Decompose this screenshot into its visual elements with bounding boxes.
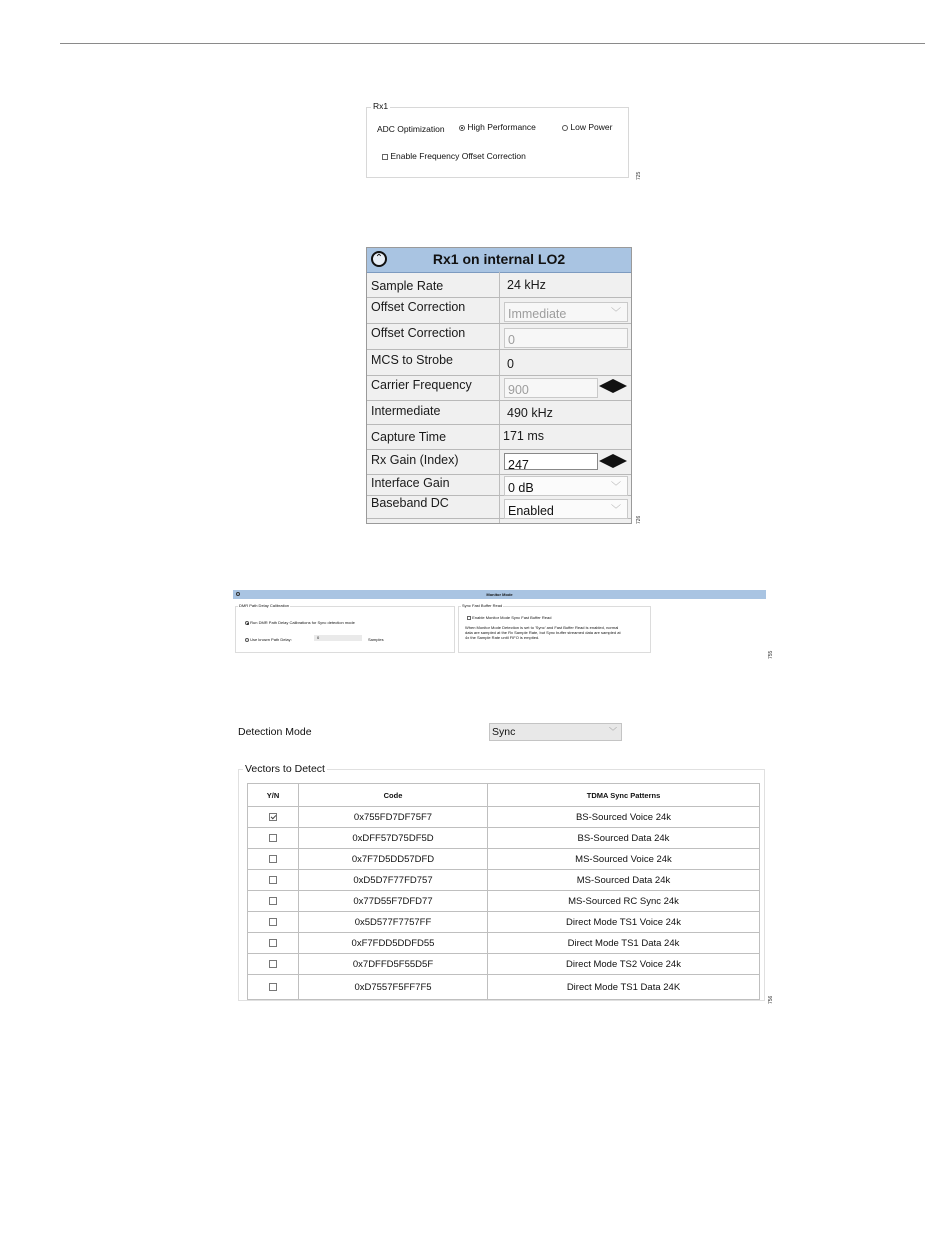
- sync-note-line: When Monitor Mode Detection is set to 'Sync' and Fast Buffer Read is enabled, normal: [465, 625, 619, 630]
- detection-mode-select[interactable]: [489, 723, 622, 741]
- high-performance-label: High Performance: [467, 122, 536, 132]
- row-label: Offset Correction: [371, 326, 466, 340]
- code-cell: 0xD5D7F77FD757: [299, 870, 488, 891]
- checkbox-icon: [382, 154, 388, 160]
- yn-cell: [248, 828, 299, 849]
- code-cell: 0x7DFFD5F55D5F: [299, 954, 488, 975]
- chevron-down-icon: ﹀: [611, 482, 621, 493]
- row-label: Carrier Frequency: [371, 378, 472, 392]
- row-value: 0: [507, 357, 514, 371]
- radio-unselected-icon: [562, 125, 568, 131]
- figure-number: 725: [636, 171, 642, 180]
- use-known-path-delay-radio[interactable]: [245, 637, 292, 642]
- detect-checkbox[interactable]: [269, 897, 277, 905]
- pattern-cell: Direct Mode TS1 Voice 24k: [488, 912, 760, 933]
- offset-correction-input[interactable]: [504, 328, 628, 348]
- row-intermediate: [367, 401, 631, 425]
- table-row: [248, 912, 760, 933]
- detect-checkbox[interactable]: [269, 855, 277, 863]
- code-cell: 0xD7557F5FF7F5: [299, 975, 488, 1000]
- pattern-cell: BS-Sourced Voice 24k: [488, 807, 760, 828]
- pattern-cell: MS-Sourced RC Sync 24k: [488, 891, 760, 912]
- select-value: Enabled: [508, 504, 554, 518]
- run-dmr-calibration-radio[interactable]: [245, 620, 355, 625]
- row-label: Rx Gain (Index): [371, 453, 459, 467]
- carrier-frequency-input[interactable]: [504, 378, 598, 398]
- row-label: Sample Rate: [371, 279, 444, 293]
- row-capture-time: [367, 425, 631, 450]
- row-value: 24 kHz: [507, 278, 546, 292]
- dmr-path-delay-group: [235, 603, 455, 653]
- vectors-title: Vectors to Detect: [245, 763, 325, 775]
- monitor-mode-panel: [233, 590, 766, 658]
- radio-selected-icon: [459, 125, 465, 131]
- table-row: [248, 807, 760, 828]
- yn-cell: [248, 849, 299, 870]
- vectors-to-detect-group: [238, 763, 765, 1001]
- radio-selected-icon: [245, 621, 249, 625]
- chevron-down-icon: ﹀: [611, 505, 621, 516]
- row-sample-rate: [367, 273, 631, 298]
- row-label: Baseband DC: [371, 496, 449, 510]
- path-delay-input[interactable]: [314, 635, 362, 641]
- pattern-cell: Direct Mode TS2 Voice 24k: [488, 954, 760, 975]
- detect-checkbox[interactable]: [269, 876, 277, 884]
- code-cell: 0x5D577F7757FF: [299, 912, 488, 933]
- input-value: 247: [508, 458, 529, 470]
- select-value: Immediate: [508, 307, 567, 321]
- sync-note-line: 4x the Sample Rate until FIFO is emptied.: [465, 635, 540, 640]
- pattern-cell: Direct Mode TS1 Data 24K: [488, 975, 760, 1000]
- vectors-table: [247, 783, 760, 1000]
- detect-checkbox[interactable]: [269, 939, 277, 947]
- yn-cell: [248, 933, 299, 954]
- enable-sync-fast-buffer-checkbox[interactable]: [467, 615, 551, 620]
- sync-note-line: data are sampled at the Rx Sample Rate, but Sync buffer streamed data are sampled at: [465, 630, 621, 635]
- table-row: [248, 849, 760, 870]
- low-power-label: Low Power: [570, 122, 613, 132]
- detection-mode-label: Detection Mode: [238, 726, 312, 738]
- high-performance-radio[interactable]: [459, 122, 536, 132]
- radio-unselected-icon: [245, 638, 249, 642]
- carrier-frequency-spinner-icon[interactable]: [599, 379, 627, 393]
- sync-fast-buffer-group: [458, 603, 651, 653]
- samples-label: Samples: [368, 637, 384, 642]
- low-power-radio[interactable]: [562, 122, 612, 132]
- checkbox-icon: [467, 616, 471, 620]
- row-label: MCS to Strobe: [371, 353, 453, 367]
- monitor-mode-title: Monitor Mode: [486, 592, 513, 597]
- table-row: [248, 828, 760, 849]
- column-header: TDMA Sync Patterns: [488, 784, 760, 807]
- foc-label: Enable Frequency Offset Correction: [390, 151, 526, 161]
- detect-checkbox[interactable]: [269, 960, 277, 968]
- yn-cell: [248, 975, 299, 1000]
- frequency-offset-correction-checkbox[interactable]: [382, 151, 526, 161]
- pattern-cell: Direct Mode TS1 Data 24k: [488, 933, 760, 954]
- rx-gain-spinner-icon[interactable]: [599, 454, 627, 468]
- collapse-chevron-up-icon[interactable]: ⌃: [371, 251, 387, 267]
- yn-cell: [248, 891, 299, 912]
- chevron-down-icon: ﹀: [609, 727, 617, 736]
- rx1-groupbox: [366, 101, 629, 178]
- figure-number: 726: [636, 515, 642, 524]
- sync-group-title: Sync Fast Buffer Read: [462, 603, 503, 608]
- detect-checkbox[interactable]: [269, 813, 277, 821]
- row-value: 171 ms: [503, 429, 544, 443]
- figure-number: 755: [768, 650, 774, 659]
- detect-checkbox[interactable]: [269, 834, 277, 842]
- input-value: 0: [317, 635, 320, 640]
- page-top-rule: [60, 43, 925, 44]
- yn-cell: [248, 954, 299, 975]
- table-row: [248, 975, 760, 1000]
- row-value: 490 kHz: [507, 406, 553, 420]
- lo2-property-grid: [366, 247, 632, 524]
- monitor-mode-header: [233, 590, 766, 599]
- offset-correction-select[interactable]: [504, 302, 628, 322]
- column-header: Y/N: [248, 784, 299, 807]
- yn-cell: [248, 807, 299, 828]
- figure-number: 756: [768, 995, 774, 1004]
- code-cell: 0xDFF57D75DF5D: [299, 828, 488, 849]
- input-value: 0: [508, 333, 515, 347]
- yn-cell: [248, 870, 299, 891]
- table-header-row: [248, 784, 760, 807]
- table-row: [248, 891, 760, 912]
- radio-label: Run DMR Path Delay Calibrations for Sync detection mode: [250, 620, 355, 625]
- yn-cell: [248, 912, 299, 933]
- checkbox-label: Enable Monitor Mode Sync Fast Buffer Read: [472, 615, 552, 620]
- input-value: 900: [508, 383, 529, 397]
- baseband-dc-select[interactable]: [504, 499, 628, 519]
- row-label: Interface Gain: [371, 476, 450, 490]
- table-row: [248, 933, 760, 954]
- rx1-group-title: Rx1: [373, 101, 389, 111]
- detect-checkbox[interactable]: [269, 983, 277, 991]
- chevron-down-icon: ﹀: [611, 308, 621, 319]
- pattern-cell: MS-Sourced Voice 24k: [488, 849, 760, 870]
- adc-optimization-label: ADC Optimization: [377, 124, 445, 134]
- lo2-header: [367, 248, 631, 273]
- table-row: [248, 954, 760, 975]
- pattern-cell: BS-Sourced Data 24k: [488, 828, 760, 849]
- rx-gain-input[interactable]: [504, 453, 598, 470]
- lo2-title: Rx1 on internal LO2: [432, 251, 566, 267]
- detect-checkbox[interactable]: [269, 918, 277, 926]
- radio-label: Use known Path Delay:: [250, 637, 292, 642]
- interface-gain-select[interactable]: [504, 476, 628, 496]
- row-mcs-to-strobe: [367, 350, 631, 376]
- code-cell: 0x7F7D5DD57DFD: [299, 849, 488, 870]
- column-header: Code: [299, 784, 488, 807]
- select-value: 0 dB: [508, 481, 534, 495]
- code-cell: 0x77D55F7DFD77: [299, 891, 488, 912]
- table-row: [248, 870, 760, 891]
- row-label: Offset Correction: [371, 300, 466, 314]
- select-value: Sync: [492, 726, 516, 738]
- pattern-cell: MS-Sourced Data 24k: [488, 870, 760, 891]
- code-cell: 0xF7FDD5DDFD55: [299, 933, 488, 954]
- row-label: Capture Time: [371, 430, 447, 444]
- code-cell: 0x755FD7DF75F7: [299, 807, 488, 828]
- row-label: Intermediate: [371, 404, 441, 418]
- dmr-group-title: DMR Path Delay Calibration: [239, 603, 290, 608]
